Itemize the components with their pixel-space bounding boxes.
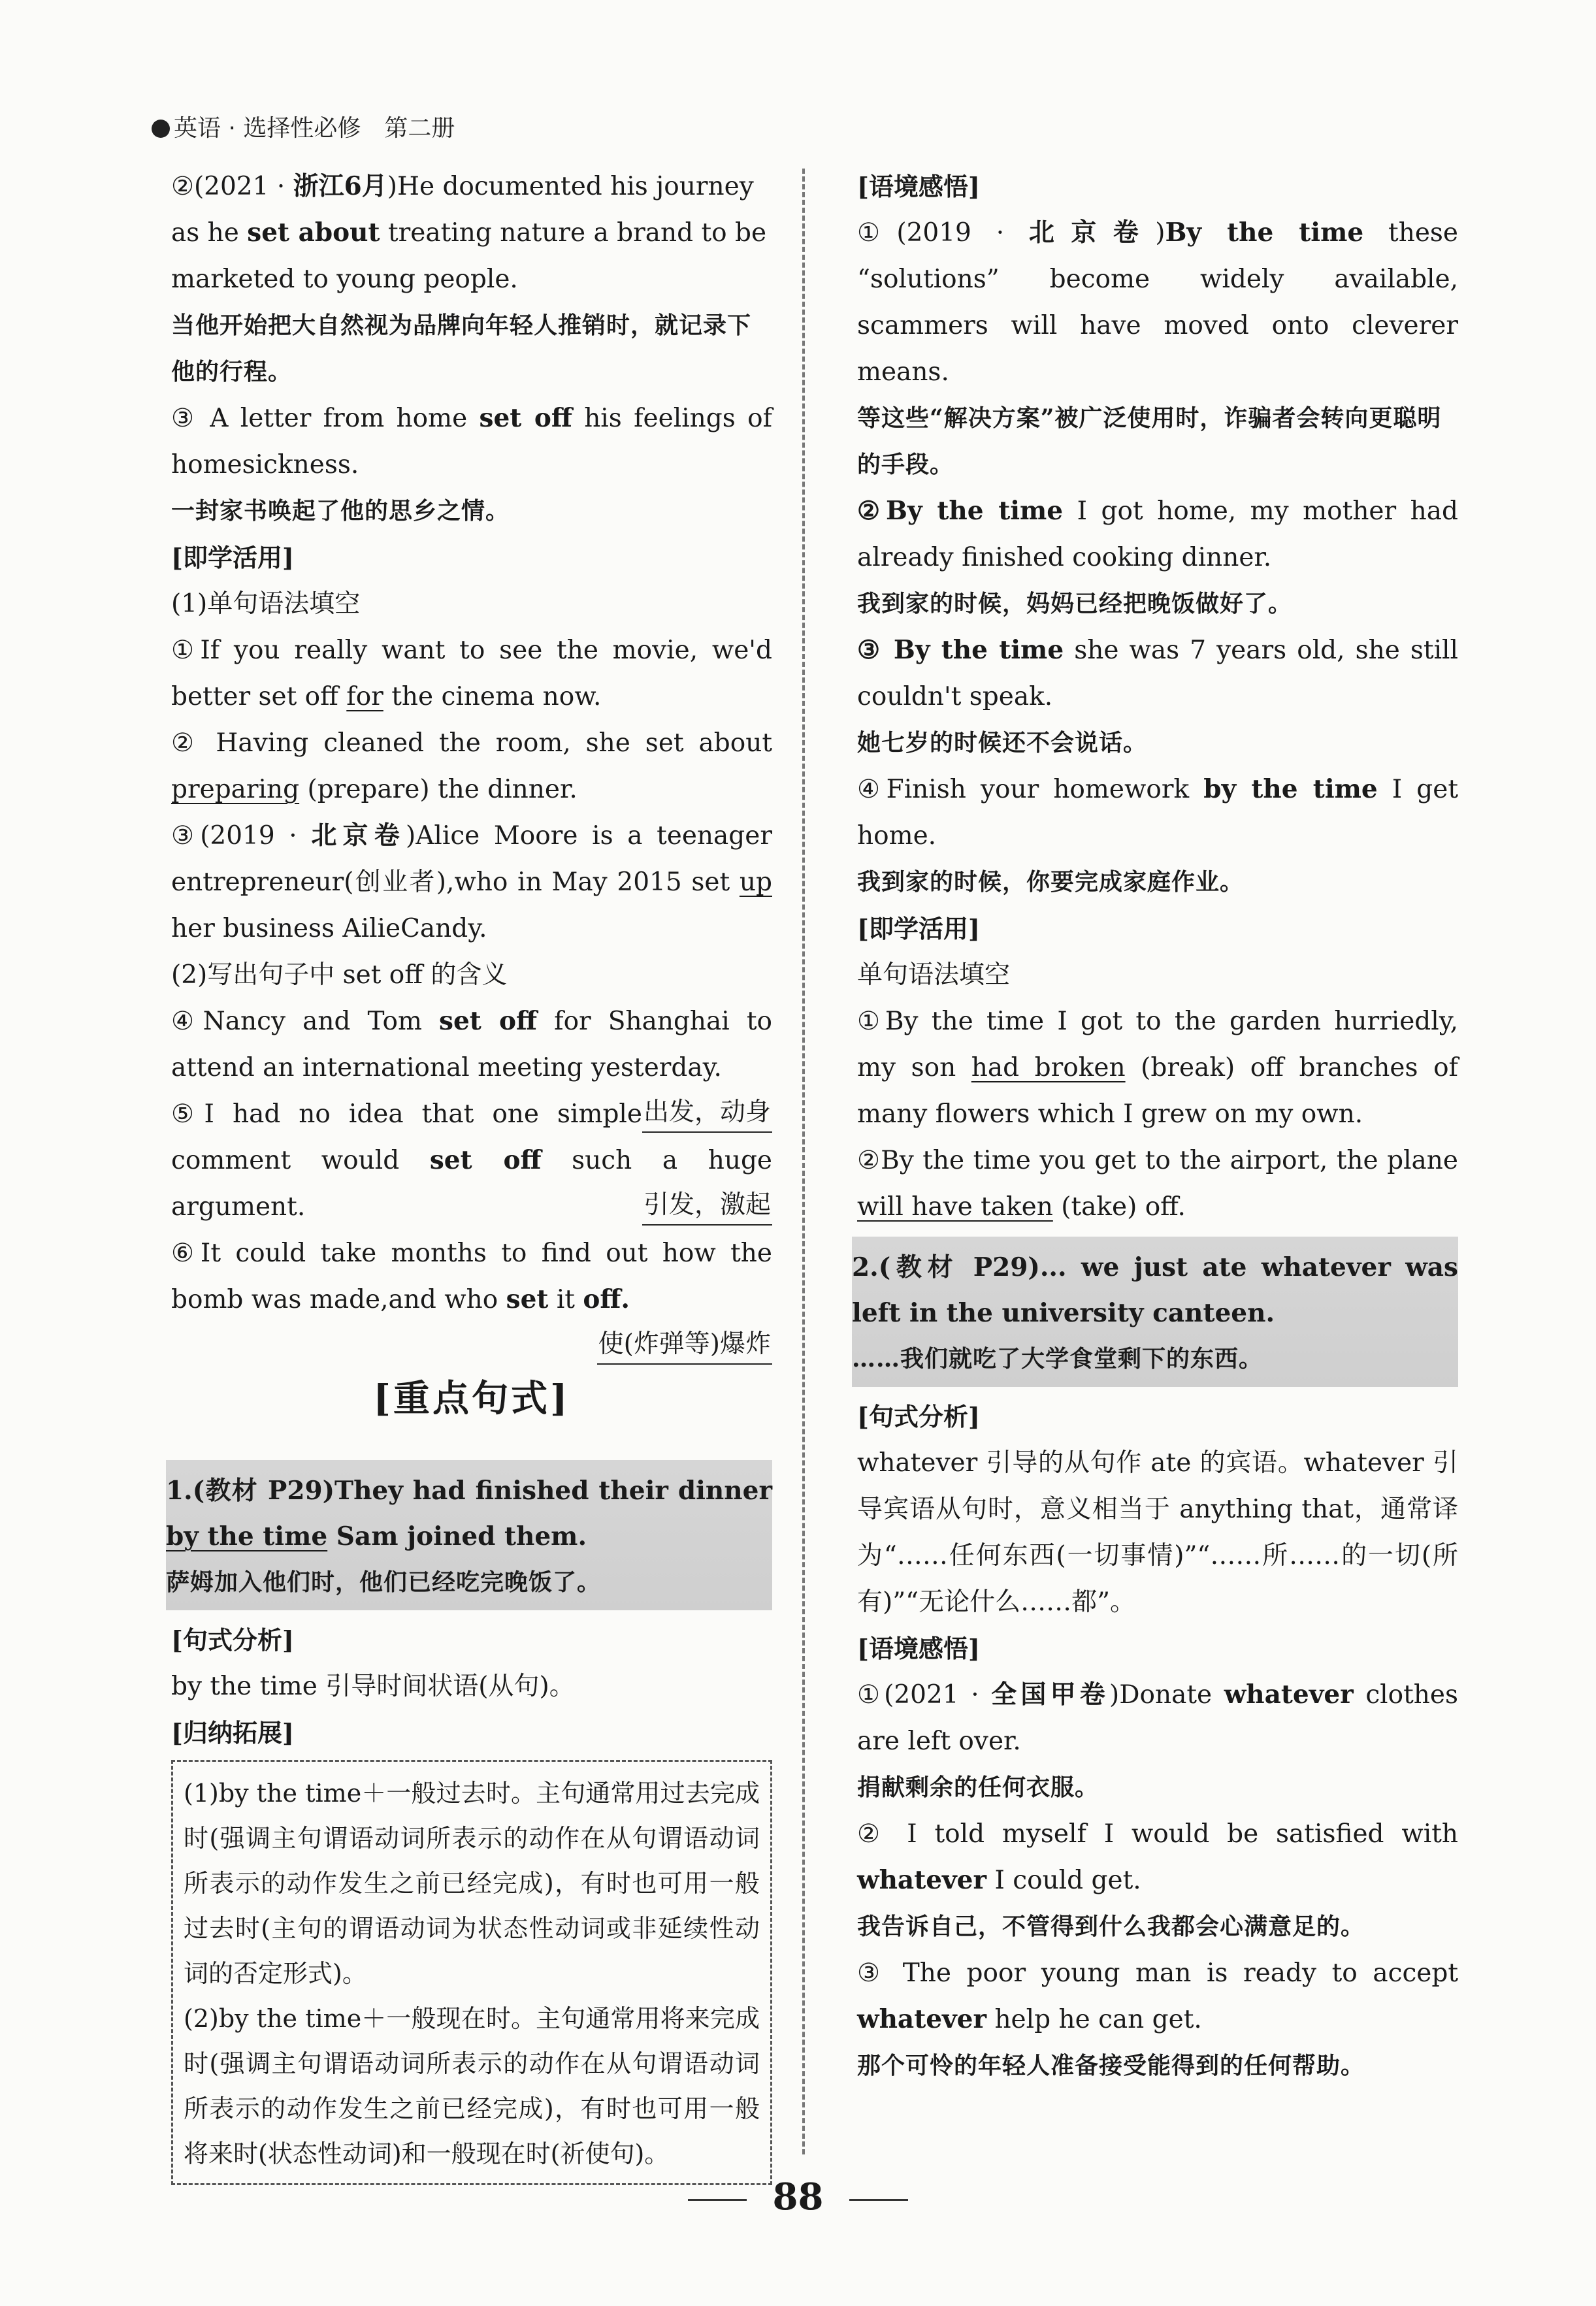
question-1: ①If you really want to see the movie, we'd better set off for the cinema now. [171, 636, 772, 711]
whatever-example-1-translation: 捐献剩余的任何衣服。 [857, 1774, 1099, 1801]
context-heading-2: [语境感悟] [857, 1634, 980, 1663]
whatever-example-3: ③ The poor young man is ready to accept whatever help he can get. [857, 1958, 1458, 2034]
context-heading: [语境感悟] [857, 172, 980, 201]
context-example-1-translation: 等这些“解决方案”被广泛使用时，诈骗者会转向更聪明的手段。 [857, 404, 1442, 478]
fill-answer-1: had broken [971, 1053, 1126, 1082]
fill-question-2: ②By the time you get to the airport, the plane will have taken (take) off. [857, 1146, 1458, 1222]
analysis-heading: [句式分析] [171, 1625, 294, 1655]
key-sentence-2-translation: ……我们就吃了大学食堂剩下的东西。 [852, 1345, 1263, 1372]
example-3-translation: 一封家书唤起了他的思乡之情。 [171, 497, 510, 525]
context-example-2-translation: 我到家的时候，妈妈已经把晚饭做好了。 [857, 590, 1293, 617]
right-column [852, 163, 1459, 2089]
whatever-example-2: ② I told myself I would be satisfied with whatever I could get. [857, 1819, 1458, 1895]
question-6: ⑥It could take months to find out how the bomb was made,and who set it off. 使(炸弹等)爆炸 [171, 1230, 772, 1323]
book-title: 英语 · 选择性必修 第二册 [174, 115, 455, 142]
question-3: ③(2019 · 北京卷)Alice Moore is a teenager entrepreneur(创业者),who in May 2015 set up her business AilieCandy. [171, 820, 772, 943]
summary-point-2: (2)by the time＋一般现在时。主句通常用将来完成时(强调主句谓语动词所表示的动作在从句谓语动词所表示的动作发生之前已经完成)，有时也可用一般将来时(状态性动词)和一般现在时(祈使句)。 [184, 2004, 760, 2168]
example-2-translation: 当他开始把大自然视为品牌向年轻人推销时，就记录下他的行程。 [171, 312, 752, 385]
part1-title: (1)单句语法填空 [171, 589, 361, 619]
analysis-heading: [句式分析] [857, 1402, 980, 1431]
book-header [152, 110, 455, 143]
question-5: ⑤I had no idea that one simple comment would set off such a huge argument. 引发，激起 [171, 1091, 772, 1230]
example-3: ③ A letter from home set off his feelings of homesickness. [171, 403, 773, 479]
answer-4: 出发，动身 [642, 1094, 772, 1133]
summary-point-1: (1)by the time＋一般过去时。主句通常用过去完成时(强调主句谓语动词所表示的动作在从句谓语动词所表示的动作发生之前已经完成)，有时也可用一般过去时(主句的谓语动词为状态性动词或非延续性动词的否定形式)。 [184, 1779, 760, 1988]
column-divider [802, 169, 805, 2154]
context-example-4-translation: 我到家的时候，你要完成家庭作业。 [857, 868, 1245, 896]
analysis-text: by the time 引导时间状语(从句)。 [171, 1672, 575, 1701]
fill-answer-2: will have taken [857, 1192, 1053, 1222]
key-sentence-1-translation: 萨姆加入他们时，他们已经吃完晚饭了。 [166, 1568, 602, 1596]
practice-heading: [即学活用] [171, 543, 294, 572]
fill-title: 单句语法填空 [857, 960, 1011, 990]
whatever-example-1: ①(2021 · 全国甲卷)Donate whatever clothes are left over. [857, 1680, 1459, 1756]
practice-heading: [即学活用] [857, 914, 980, 943]
example-2: ②(2021 · 浙江6月)He documented his journey as he set about treating nature a brand to be marketed to young people. [171, 171, 767, 294]
summary-box [171, 1760, 772, 2185]
context-example-4: ④Finish your homework by the time I get home. [857, 774, 1458, 851]
analysis-text: whatever 引导的从句作 ate 的宾语。whatever 引导宾语从句时，意义相当于 anything that，通常译为“……任何东西(一切事情)”“……所……的一切(所有)”“无论什么……都”。 [857, 1448, 1458, 1617]
summary-heading: [归纳拓展] [171, 1718, 294, 1747]
context-example-3-translation: 她七岁的时候还不会说话。 [857, 729, 1148, 756]
page-number: 88 [0, 2175, 1596, 2218]
left-column [166, 163, 773, 2185]
bullet-circle-icon [152, 120, 170, 138]
answer-1: for [346, 682, 383, 711]
context-example-1: ①(2019 · 北京卷)By the time these “solutions” become widely available, scammers will have moved onto cleverer means. [857, 218, 1458, 387]
key-sentence-1: 1.(教材 P29)They had finished their dinner by the time Sam joined them. 萨姆加入他们时，他们已经吃完晚饭了。 [166, 1460, 772, 1610]
context-example-3: ③ By the time she was 7 years old, she still couldn't speak. [857, 635, 1458, 711]
fill-question-1: ①By the time I got to the garden hurriedly, my son had broken (break) off branches of many flowers which I grew on my own. [857, 1007, 1458, 1129]
answer-6: 使(炸弹等)爆炸 [597, 1325, 772, 1365]
answer-5: 引发，激起 [642, 1186, 772, 1226]
whatever-example-3-translation: 那个可怜的年轻人准备接受能得到的任何帮助。 [857, 2052, 1365, 2079]
question-4: ④Nancy and Tom set off for Shanghai to attend an international meeting yesterday. 出发，动身 [171, 998, 772, 1091]
question-2: ② Having cleaned the room, she set about preparing (prepare) the dinner. [171, 728, 772, 804]
section-title: [重点句式] [373, 1377, 570, 1420]
part2-title: (2)写出句子中 set off 的含义 [171, 960, 508, 990]
answer-2: preparing [171, 775, 300, 804]
key-sentence-2: 2.(教材 P29)... we just ate whatever was left in the university canteen. ……我们就吃了大学食堂剩下的东西。 [852, 1237, 1458, 1387]
context-example-2: ②By the time I got home, my mother had already finished cooking dinner. [857, 496, 1458, 572]
answer-3: up [739, 868, 772, 897]
whatever-example-2-translation: 我告诉自己，不管得到什么我都会心满意足的。 [857, 1913, 1365, 1940]
